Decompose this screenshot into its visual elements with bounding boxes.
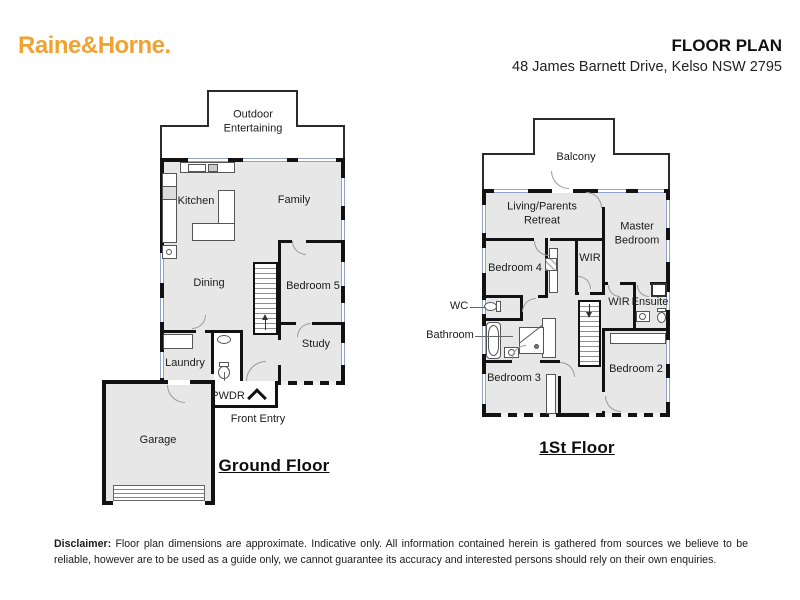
garage-door: [113, 485, 205, 501]
wall: [482, 238, 534, 241]
wall: [482, 318, 523, 321]
wall: [558, 376, 561, 417]
room-label-study: Study: [301, 338, 331, 351]
window-wall: [272, 381, 342, 385]
stairs-arrow-icon: [586, 312, 592, 318]
page-title: FLOOR PLAN: [671, 36, 782, 55]
room-label-dining: Dining: [193, 277, 225, 290]
window: [482, 205, 486, 233]
toilet-fixture: [657, 312, 666, 323]
wall: [538, 295, 548, 298]
window: [666, 378, 670, 402]
window: [298, 158, 336, 162]
wall: [575, 292, 579, 295]
sink-fixture: [217, 335, 231, 344]
wall: [278, 365, 281, 382]
room-label-bedroom3: Bedroom 3: [487, 372, 541, 385]
wall: [482, 295, 522, 298]
wall: [540, 360, 560, 363]
outdoor-wall: [160, 125, 209, 127]
kitchen-island: [218, 190, 235, 224]
linen-cupboard: [542, 318, 556, 358]
disclaimer-body: Floor plan dimensions are approximate. Indicative only. All information contained herein is gathered from sources we believe to be reliable, however are to be used as a guide only, we cannot guarantee its accuracy and interested persons should rely on their own enquiries.: [54, 538, 748, 566]
kitchen-counter: [162, 173, 177, 243]
wc-leader-line: [470, 307, 486, 308]
stairs-arrow-icon: [262, 314, 268, 320]
window: [482, 374, 486, 404]
wall: [550, 238, 575, 241]
vanity-fixture: [639, 313, 646, 320]
ground-floor-caption: Ground Floor: [218, 456, 330, 475]
window: [598, 189, 626, 193]
room-label-master-bedroom: Master Bedroom: [614, 220, 660, 246]
wall: [602, 328, 670, 331]
wall: [278, 240, 281, 340]
room-label-family: Family: [277, 194, 311, 207]
wall: [240, 330, 243, 382]
room-label-bedroom5: Bedroom 5: [286, 280, 340, 293]
room-label-outdoor: Outdoor Entertaining: [223, 108, 283, 134]
room-label-bedroom2: Bedroom 2: [609, 363, 663, 376]
raine-horne-logo: Raine&Horne.: [18, 32, 171, 59]
room-label-bedroom4: Bedroom 4: [488, 262, 542, 275]
stove-icon: [188, 164, 206, 172]
window: [341, 178, 345, 206]
room-label-wir: WIR: [579, 252, 601, 265]
wall: [306, 240, 345, 243]
window: [160, 298, 164, 322]
wall: [312, 322, 345, 325]
window: [341, 343, 345, 365]
room-label-pwdr: PWDR: [211, 390, 245, 403]
fridge-icon: [162, 186, 177, 200]
window: [482, 248, 486, 273]
room-label-front-entry: Front Entry: [230, 413, 286, 426]
room-label-wc: WC: [449, 300, 469, 313]
window: [494, 189, 528, 193]
first-floor-caption: 1St Floor: [539, 438, 615, 457]
laundry-counter: [163, 334, 193, 349]
wall: [602, 207, 605, 282]
room-label-wir-side: WIR: [608, 296, 630, 309]
room-label-garage: Garage: [139, 434, 177, 447]
wardrobe: [546, 374, 556, 414]
appliance-icon: [166, 249, 172, 255]
shower-drain-icon: [534, 344, 539, 349]
room-label-laundry: Laundry: [165, 357, 205, 370]
window: [341, 220, 345, 242]
shower-fixture: [651, 283, 667, 297]
window: [243, 158, 287, 162]
wall: [160, 330, 196, 333]
bathtub-fixture: [488, 325, 499, 356]
wall: [602, 411, 605, 417]
disclaimer-text: [54, 537, 748, 569]
cupboard: [545, 258, 557, 271]
property-address: 48 James Barnett Drive, Kelso NSW 2795: [512, 59, 782, 75]
window: [638, 189, 664, 193]
kitchen-island: [192, 223, 235, 241]
outdoor-wall: [296, 125, 345, 127]
window: [341, 262, 345, 286]
wall: [575, 238, 605, 241]
wall: [278, 322, 296, 325]
wall: [211, 330, 214, 374]
window-wall: [580, 413, 662, 417]
wall: [482, 360, 512, 363]
room-label-bathroom: Bathroom: [426, 329, 474, 342]
wardrobe: [610, 333, 666, 344]
room-label-balcony: Balcony: [556, 151, 596, 164]
balcony-wall: [482, 153, 535, 155]
disclaimer-label: Disclaimer:: [54, 538, 112, 550]
bathroom-leader-line: [475, 336, 513, 337]
room-label-ensuite: Ensuite: [631, 296, 669, 309]
sink-fixture: [208, 164, 218, 172]
balcony-area: [533, 118, 615, 155]
window: [160, 352, 164, 378]
room-label-kitchen: Kitchen: [177, 195, 215, 208]
room-label-living-retreat: Living/Parents Retreat: [507, 200, 577, 226]
window: [666, 340, 670, 364]
door-opening: [552, 189, 573, 193]
balcony-wall: [613, 153, 670, 155]
wall: [602, 328, 605, 392]
